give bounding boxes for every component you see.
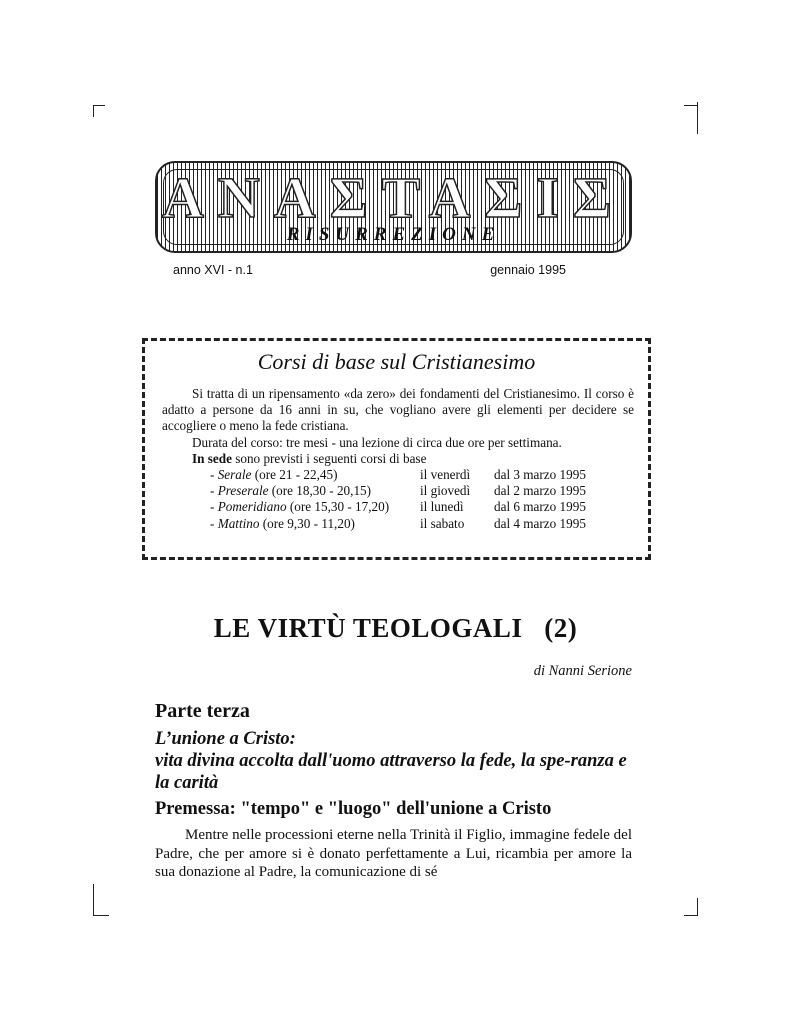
- crop-mark-bottom-right: [697, 898, 698, 916]
- course-list: [210, 467, 634, 532]
- issue-number: anno XVI - n.1: [173, 263, 253, 277]
- course-hours: (ore 15,30 - 17,20): [289, 499, 390, 515]
- course-name: Pomeridiano: [217, 499, 287, 515]
- crop-mark-bottom-left: [93, 884, 94, 916]
- notice-intro-text: sono previsti i seguenti corsi di base: [231, 450, 427, 466]
- course-day: il lunedì: [420, 499, 464, 515]
- course-name-hours: - Serale (ore 21 - 22,45): [210, 467, 338, 483]
- course-day: il sabato: [420, 515, 465, 531]
- course-name-hours: - Preserale (ore 18,30 - 20,15): [210, 483, 372, 499]
- notice-intro: [162, 451, 634, 467]
- masthead-title: ΑΝΑΣΤΑΣΙΣ: [162, 165, 625, 230]
- course-hours: (ore 18,30 - 20,15): [271, 483, 372, 499]
- course-hours: (ore 21 - 22,45): [254, 467, 338, 483]
- course-start: dal 2 marzo 1995: [494, 483, 586, 499]
- course-name: Mattino: [217, 515, 260, 531]
- crop-mark-top-right: [697, 102, 698, 134]
- course-notice-box: [142, 338, 651, 560]
- part-heading: Parte terza: [155, 700, 250, 722]
- notice-duration: Durata del corso: tre mesi - una lezione di circa due ore per settimana.: [192, 434, 562, 450]
- course-row: [210, 483, 634, 499]
- crop-mark-top-right: [684, 105, 697, 106]
- article-byline: di Nanni Serione: [533, 663, 632, 679]
- course-row: [210, 467, 634, 483]
- part-subtitle-line1: L’unione a Cristo:: [155, 729, 296, 749]
- article-title: LE VIRTÙ TEOLOGALI (2): [213, 613, 578, 643]
- course-row: [210, 516, 634, 532]
- crop-mark-top-left: [93, 105, 94, 117]
- notice-title: Corsi di base sul Cristianesimo: [257, 349, 536, 374]
- notice-intro-bold: In sede: [192, 450, 232, 466]
- course-start: dal 6 marzo 1995: [494, 499, 586, 515]
- issue-date: gennaio 1995: [490, 263, 566, 277]
- notice-paragraph: Si tratta di un ripensamento «da zero» dei fondamenti del Cristianesimo. Il corso è adatto a persone da 16 anni in su, che vogliano avere gli elementi per decidere se accogliere o meno la fede cristiana.: [162, 386, 634, 434]
- crop-mark-top-left: [93, 105, 105, 106]
- issue-line: [173, 263, 566, 277]
- course-name-hours: - Pomeridiano (ore 15,30 - 17,20): [210, 499, 390, 515]
- section-heading: Premessa: "tempo" e "luogo" dell'unione a Cristo: [155, 799, 552, 819]
- masthead-subtitle: RISURREZIONE: [286, 224, 501, 245]
- article-body: [155, 826, 632, 882]
- part-subtitle-line2: vita divina accolta dall'uomo attraverso la fede, la spe-ranza e la carità: [155, 751, 627, 793]
- body-paragraph: Mentre nelle processioni eterne nella Trinità il Figlio, immagine fedele del Padre, che per amore si è donato perfettamente a Lui, ricambia per amore la sua donazione al Padre, la comunicazione di sé: [155, 827, 632, 880]
- crop-mark-bottom-left: [93, 915, 109, 916]
- notice-body: [162, 386, 634, 532]
- course-day: il venerdì: [420, 467, 471, 483]
- part-subtitle: [155, 728, 632, 794]
- crop-mark-bottom-right: [684, 915, 698, 916]
- masthead-logo: [155, 161, 632, 253]
- course-hours: (ore 9,30 - 11,20): [262, 515, 355, 531]
- course-day: il giovedì: [420, 483, 471, 499]
- course-start: dal 3 marzo 1995: [494, 467, 586, 483]
- course-name: Serale: [217, 467, 252, 483]
- course-start: dal 4 marzo 1995: [494, 515, 586, 531]
- course-row: [210, 499, 634, 515]
- course-name: Preserale: [217, 483, 269, 499]
- course-name-hours: - Mattino (ore 9,30 - 11,20): [210, 515, 355, 531]
